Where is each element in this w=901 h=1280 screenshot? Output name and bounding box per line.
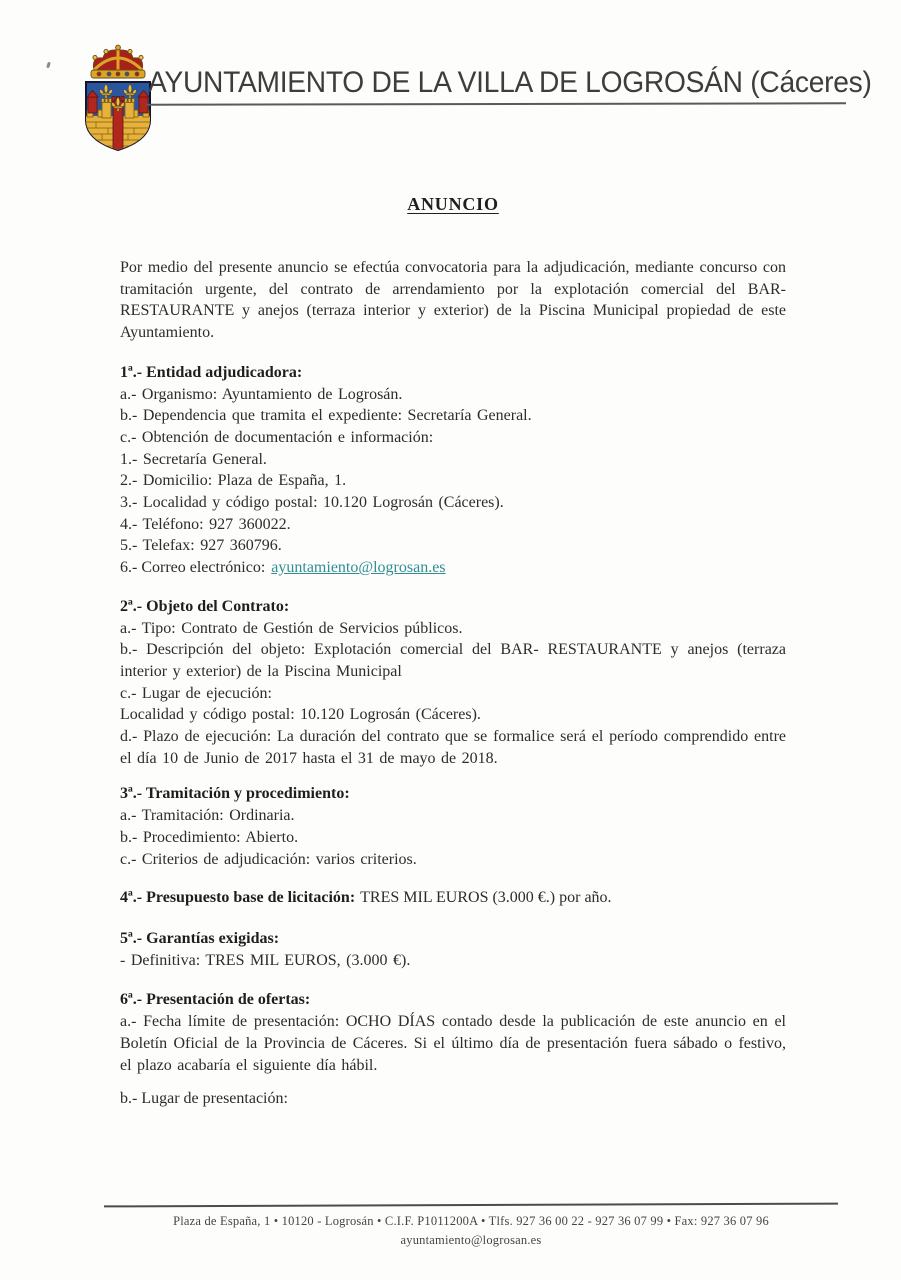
list-item: c.- Criterios de adjudicación: varios criterios. xyxy=(120,850,417,868)
section-heading: 4ª.- Presupuesto base de licitación: xyxy=(120,889,356,907)
list-item: a.- Tramitación: Ordinaria. xyxy=(120,807,295,825)
list-item: b.- Descripción del objeto: Explotación comercial del BAR- RESTAURANTE y anejos (terraza interior y exterior) de la Piscina Municipal xyxy=(120,641,786,680)
section-entidad-adjudicadora xyxy=(120,362,786,579)
section-heading: 2ª.- Objeto del Contrato: xyxy=(120,597,290,615)
list-item: a.- Organismo: Ayuntamiento de Logrosán. xyxy=(120,385,403,403)
list-item: 3.- Localidad y código postal: 10.120 Logrosán (Cáceres). xyxy=(120,494,504,512)
municipality-title: AYUNTAMIENTO DE LA VILLA DE LOGROSÁN (Cáceres) xyxy=(148,66,872,99)
footer-email: ayuntamiento@logrosan.es xyxy=(400,1233,542,1247)
presupuesto-value: TRES MIL EUROS (3.000 €.) por año. xyxy=(360,889,612,907)
list-item: b.- Procedimiento: Abierto. xyxy=(120,828,299,846)
list-item: a.- Fecha límite de presentación: OCHO DÍAS contado desde la publicación de este anuncio en el Boletín Oficial de la Provincia de Cáceres. Si el último día de presentación fuera sábado o festivo, el plazo acabaría el siguiente día hábil. xyxy=(120,1013,786,1074)
section-garantias xyxy=(120,928,786,971)
list-item: 4.- Teléfono: 927 360022. xyxy=(120,515,291,533)
section-presentacion-ofertas xyxy=(120,989,786,1076)
list-item: 1.- Secretaría General. xyxy=(120,450,267,468)
announcement-title: ANUNCIO xyxy=(407,194,499,214)
email-label: 6.- Correo electrónico: xyxy=(120,559,266,577)
list-item: 5.- Telefax: 927 360796. xyxy=(120,537,282,555)
scan-speck-artifact xyxy=(46,62,51,69)
section-tramitacion xyxy=(120,783,786,870)
section-heading: 1ª.- Entidad adjudicadora: xyxy=(120,363,303,381)
list-item: 2.- Domicilio: Plaza de España, 1. xyxy=(120,472,347,490)
page-footer xyxy=(104,1212,838,1250)
footer-divider xyxy=(104,1203,838,1208)
list-item: b.- Dependencia que tramita el expediente: Secretaría General. xyxy=(120,407,532,425)
list-item: Localidad y código postal: 10.120 Logrosán (Cáceres). xyxy=(120,706,481,724)
footer-contact-line: Plaza de España, 1 • 10120 - Logrosán • C.I.F. P1011200A • Tlfs. 927 36 00 22 - 927 36 07 99 • Fax: 927 36 07 96 xyxy=(173,1214,769,1228)
section-heading: 3ª.- Tramitación y procedimiento: xyxy=(120,785,350,803)
email-line xyxy=(120,557,786,579)
section-presupuesto xyxy=(120,887,786,909)
list-item: c.- Obtención de documentación e información: xyxy=(120,428,434,446)
section-objeto-contrato xyxy=(120,596,786,770)
lugar-presentacion-line: b.- Lugar de presentación: xyxy=(120,1090,288,1108)
document-body xyxy=(120,193,786,1110)
list-item: - Definitiva: TRES MIL EUROS, (3.000 €). xyxy=(120,951,411,969)
presupuesto-line xyxy=(120,887,786,909)
section-heading: 5ª.- Garantías exigidas: xyxy=(120,929,280,947)
list-item: a.- Tipo: Contrato de Gestión de Servicios públicos. xyxy=(120,619,463,637)
section-heading: 6ª.- Presentación de ofertas: xyxy=(120,991,311,1009)
list-item: d.- Plazo de ejecución: La duración del contrato que se formalice será el período comprendido entre el día 10 de Junio de 2017 hasta el 31 de mayo de 2018. xyxy=(120,728,786,767)
intro-paragraph: Por medio del presente anuncio se efectúa convocatoria para la adjudicación, mediante concurso con tramitación urgente, del contrato de arrendamiento por la explotación comercial del BAR- RESTAURANTE y anejos (terraza interior y exterior) de la Piscina Municipal propiedad de este Ayuntamiento. xyxy=(120,259,786,342)
list-item: c.- Lugar de ejecución: xyxy=(120,684,272,702)
header-underline xyxy=(146,102,846,105)
email-link[interactable]: ayuntamiento@logrosan.es xyxy=(271,559,446,577)
